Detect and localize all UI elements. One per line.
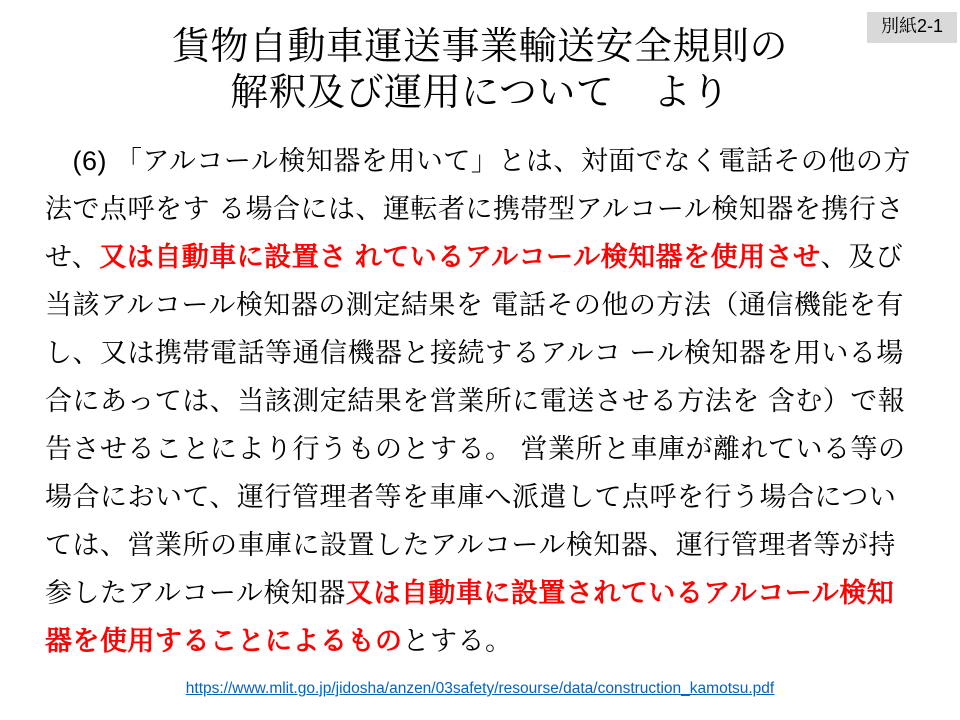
- body-text-segment: とする。: [402, 625, 513, 656]
- attachment-number-badge: 別紙2-1: [867, 12, 957, 43]
- page-title-line2: 解釈及び運用について より: [230, 72, 730, 115]
- source-pdf-link[interactable]: https://www.mlit.go.jp/jidosha/anzen/03safety/resourse/data/construction_kamotsu.pdf: [185, 680, 775, 697]
- emphasized-text-segment: 又は自動車に設置されているアルコール検知器を使用することによるもの: [45, 577, 895, 656]
- emphasized-text-segment: 又は自動車に設置さ れているアルコール検知器を使用させ: [99, 241, 821, 272]
- page-title: [0, 0, 960, 117]
- footer: [0, 680, 960, 698]
- page-title-line1: 貨物自動車運送事業輸送安全規則の: [171, 26, 788, 68]
- body-text-segment: 、及び当該アルコール検知器の測定結果を 電話その他の方法（通信機能を有し、又は携帯電話等通信機器と接続するアルコ ール検知器を用いる場合にあっては、当該測定結果を営業所に電送させる方法を 含む）で報告させることにより行うものとする。 営業所と車庫が離れている等の場合において、運行管理者等を車庫へ派遣して点呼を行う場合については、営業所の車庫に設置したアルコール検知器、運行管理者等が持参したアルコール検知器: [45, 241, 906, 608]
- body-paragraph: [45, 137, 916, 665]
- body-text-segment: (6) 「アルコール検知器を用いて」とは、対面でなく電話その他の方法で点呼をす る場合には、運転者に携帯型アルコール検知器を携行させ、: [45, 145, 911, 272]
